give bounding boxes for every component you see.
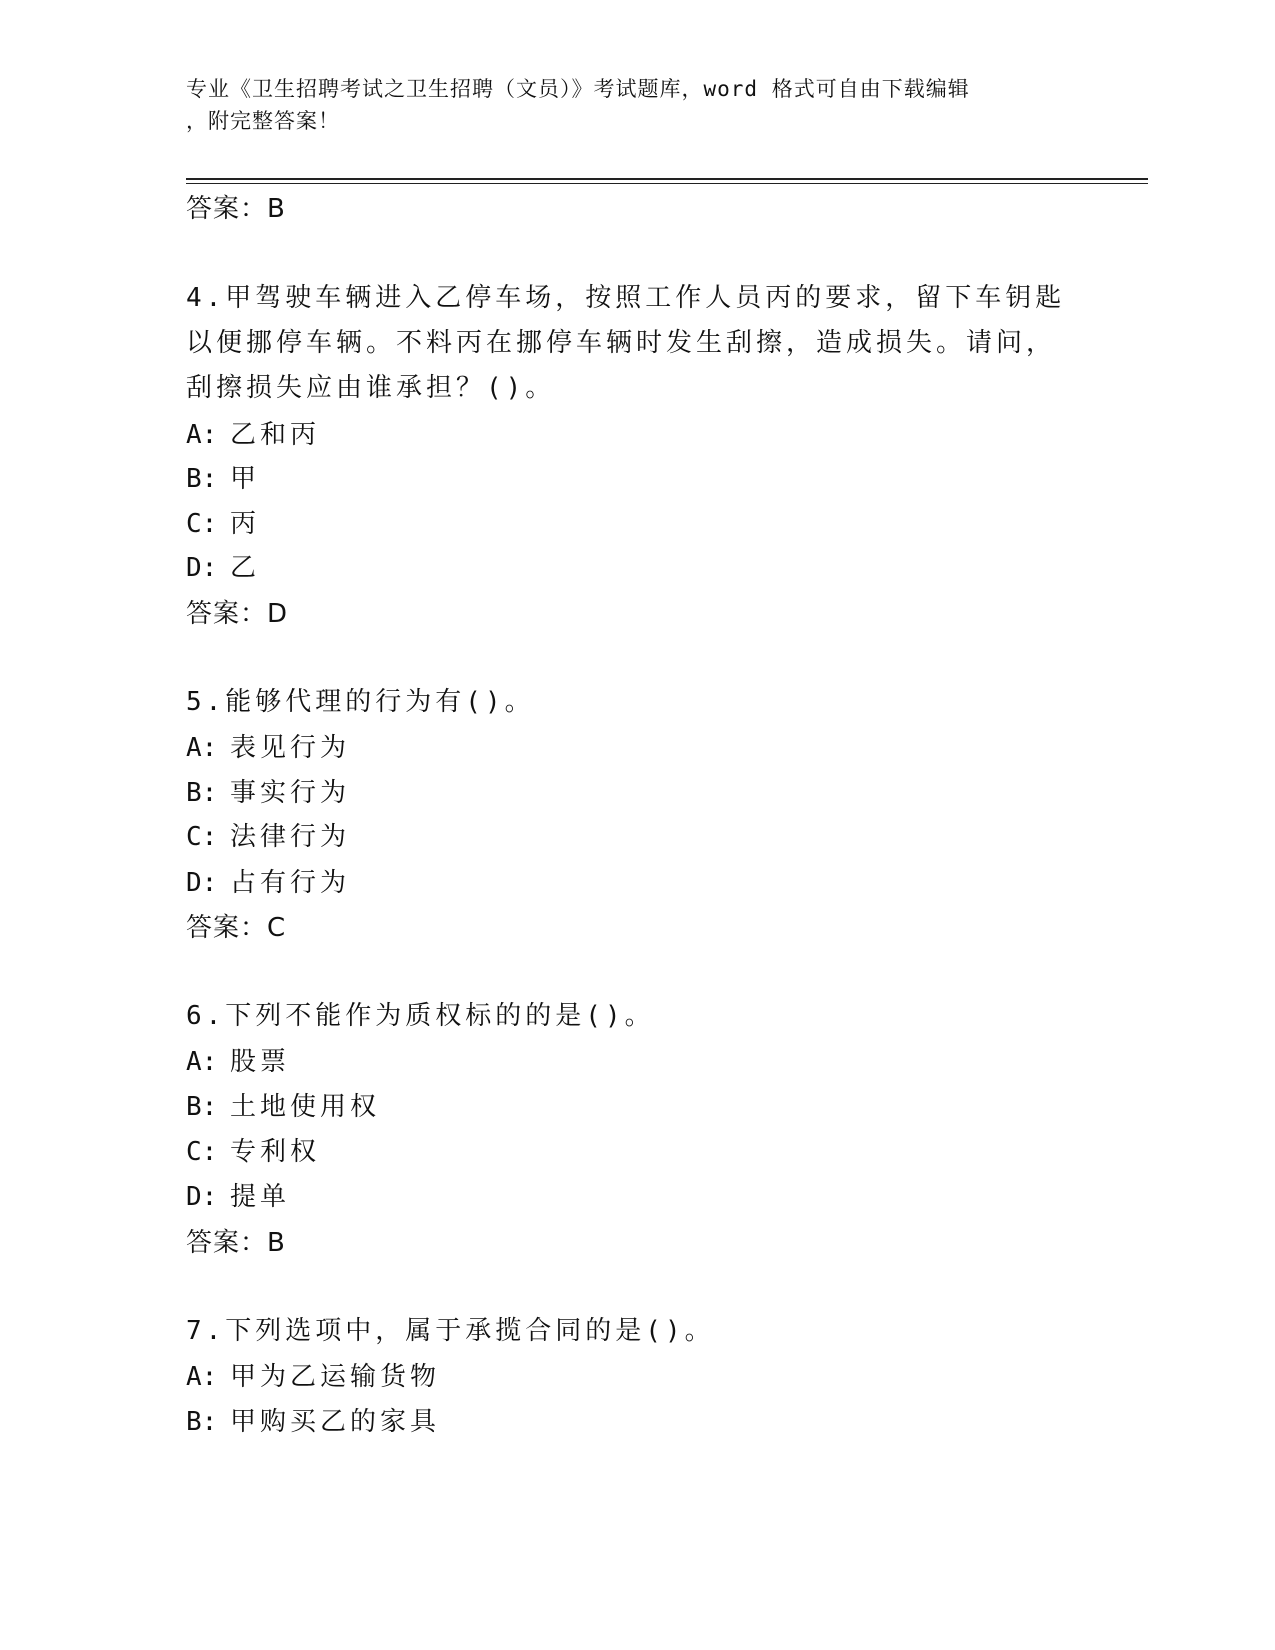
header-line-1: 专业《卫生招聘考试之卫生招聘（文员）》考试题库，word 格式可自由下载编辑 — [186, 77, 970, 101]
question-5-answer: 答案：C — [186, 913, 287, 943]
option-text: 甲为乙运输货物 — [230, 1362, 441, 1392]
option-text: 股票 — [230, 1047, 291, 1077]
option-text: 乙和丙 — [230, 420, 321, 450]
option-label: D: — [186, 1182, 218, 1212]
question-7-option-a — [186, 1360, 440, 1394]
option-text: 专利权 — [230, 1137, 321, 1167]
question-6-option-a — [186, 1045, 290, 1079]
question-5-option-d — [186, 866, 350, 900]
question-5-option-c — [186, 820, 350, 854]
option-text: 法律行为 — [230, 822, 351, 852]
option-text: 乙 — [230, 553, 261, 583]
option-label: C: — [186, 509, 218, 539]
answer-line: 答案：B — [186, 194, 286, 224]
question-7-text: 7.下列选项中，属于承揽合同的是()。 — [186, 1316, 715, 1346]
option-label: D: — [186, 868, 218, 898]
option-label: A: — [186, 1047, 218, 1077]
header-divider — [186, 178, 1148, 180]
option-text: 甲购买乙的家具 — [230, 1407, 441, 1437]
question-4-option-b — [186, 462, 260, 496]
question-5-text: 5.能够代理的行为有()。 — [186, 687, 535, 717]
option-text: 事实行为 — [230, 778, 351, 808]
option-label: A: — [186, 420, 218, 450]
option-text: 占有行为 — [230, 868, 351, 898]
option-label: B: — [186, 778, 218, 808]
question-7-option-b — [186, 1405, 440, 1439]
header-line-2: ，附完整答案！ — [186, 109, 340, 133]
question-6-text: 6.下列不能作为质权标的的是()。 — [186, 1001, 655, 1031]
option-label: A: — [186, 733, 218, 763]
question-6-answer: 答案：B — [186, 1228, 286, 1258]
question-6-option-c — [186, 1135, 320, 1169]
header-divider-thin — [186, 183, 1148, 184]
option-label: B: — [186, 1092, 218, 1122]
question-6-option-b — [186, 1090, 380, 1124]
option-label: B: — [186, 1407, 218, 1437]
question-4-answer: 答案：D — [186, 599, 289, 629]
question-4-option-a — [186, 418, 320, 452]
option-text: 表见行为 — [230, 733, 351, 763]
question-4-option-d — [186, 551, 260, 585]
question-4-option-c — [186, 507, 260, 541]
option-label: C: — [186, 1137, 218, 1167]
option-label: A: — [186, 1362, 218, 1392]
question-4-text: 4.甲驾驶车辆进入乙停车场，按照工作人员丙的要求，留下车钥匙以便挪停车辆。不料丙在挪停车辆时发生刮擦，造成损失。请问，刮擦损失应由谁承担？()。 — [186, 283, 1066, 403]
option-text: 甲 — [230, 464, 261, 494]
option-label: D: — [186, 553, 218, 583]
document-header — [186, 73, 1056, 137]
question-5-option-a — [186, 731, 350, 765]
option-label: B: — [186, 464, 218, 494]
question-6-option-d — [186, 1180, 290, 1214]
option-text: 提单 — [230, 1182, 291, 1212]
question-5-option-b — [186, 776, 350, 810]
option-text: 土地使用权 — [230, 1092, 381, 1122]
option-label: C: — [186, 822, 218, 852]
option-text: 丙 — [230, 509, 261, 539]
